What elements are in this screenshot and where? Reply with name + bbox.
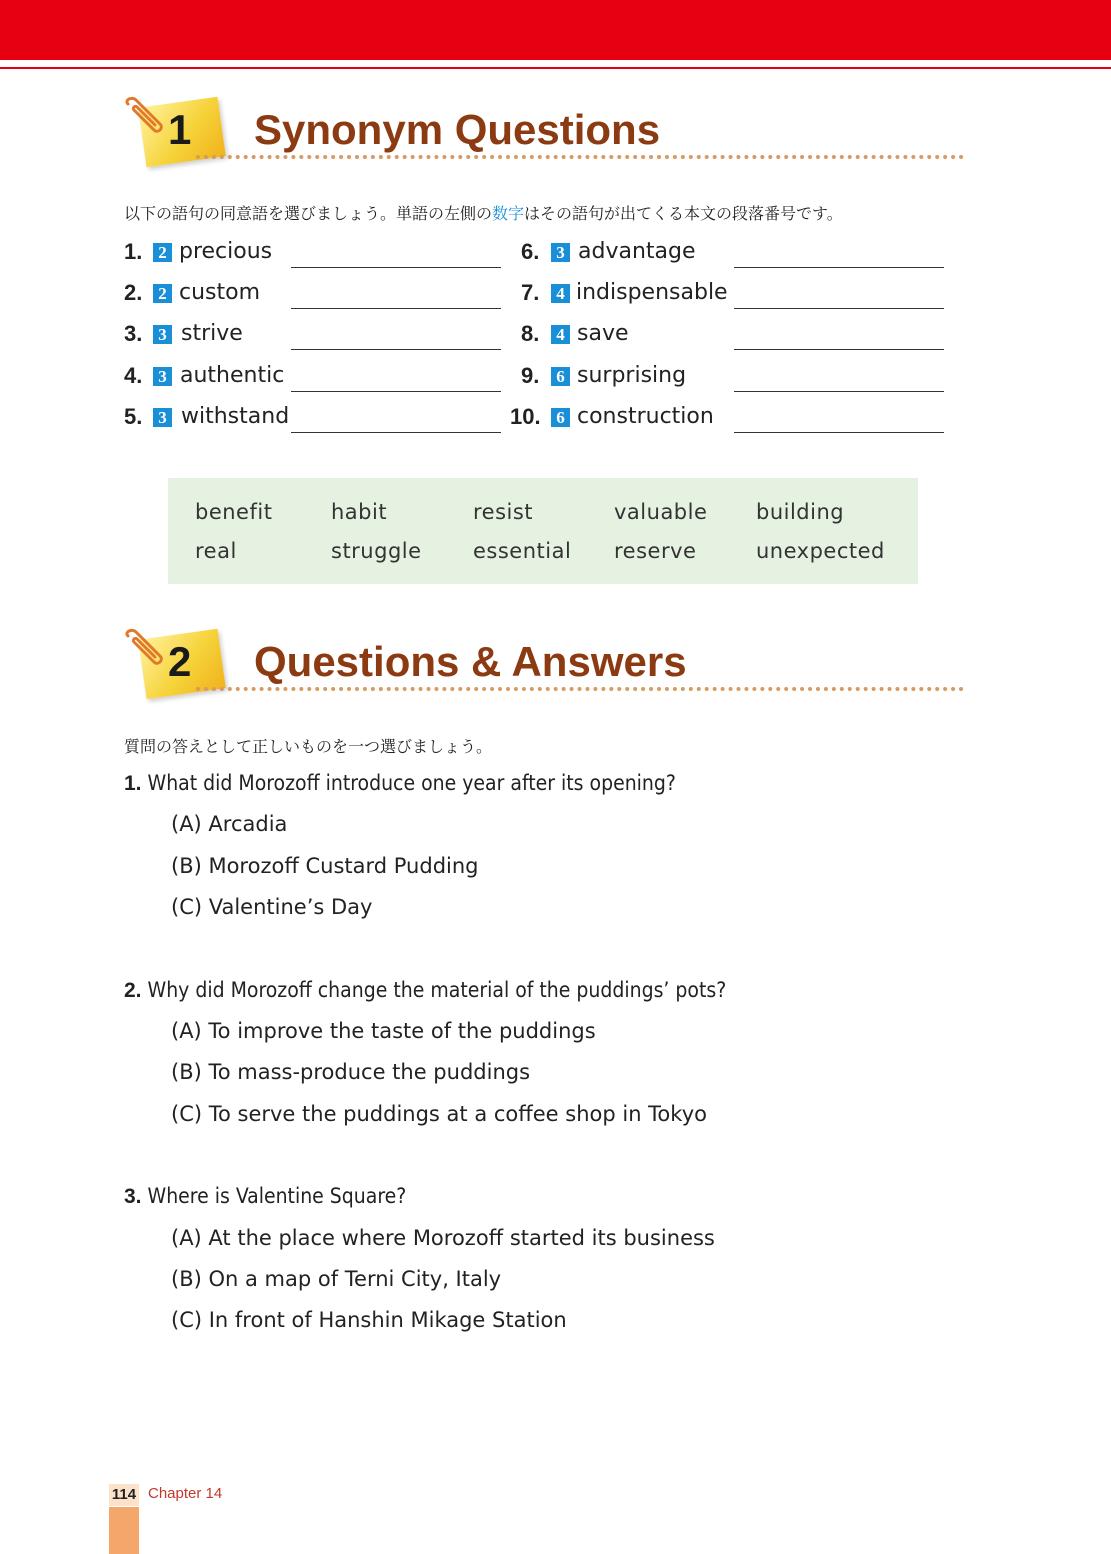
answer-option[interactable]: (A) Arcadia — [171, 812, 288, 836]
synonym-item — [510, 363, 950, 395]
item-number: 7. — [521, 280, 540, 305]
paragraph-badge: 2 — [153, 243, 172, 262]
instruction-text: はその語句が出てくる本文の段落番号です。 — [524, 204, 843, 223]
instruction-highlight: 数字 — [492, 204, 525, 223]
question-text: What did Morozoff introduce one year after its opening? — [147, 771, 676, 795]
instruction-text: 以下の語句の同意語を選びましょう。単語の左側の — [124, 204, 493, 223]
word-bank-item: benefit — [195, 500, 273, 524]
word-bank-item: resist — [473, 500, 534, 524]
paragraph-badge: 2 — [153, 284, 172, 303]
word-bank-item: building — [756, 500, 845, 524]
item-number: 9. — [521, 363, 540, 388]
page-number: 114 — [109, 1484, 139, 1506]
answer-blank[interactable] — [291, 432, 501, 433]
synonym-item — [124, 363, 504, 395]
section1-instruction — [124, 201, 843, 224]
answer-blank[interactable] — [734, 349, 944, 350]
question — [124, 1184, 406, 1209]
item-number: 1. — [124, 239, 143, 264]
item-word: withstand — [181, 404, 290, 429]
answer-option[interactable]: (A) At the place where Morozoff started its business — [171, 1226, 715, 1250]
synonym-item — [124, 404, 504, 436]
word-bank-item: valuable — [614, 500, 708, 524]
answer-blank[interactable] — [291, 349, 501, 350]
word-bank-item: struggle — [331, 539, 422, 563]
section-title: Questions & Answers — [254, 638, 687, 685]
question — [124, 771, 676, 796]
word-bank-item: real — [195, 539, 237, 563]
answer-option[interactable]: (C) Valentine’s Day — [171, 895, 373, 919]
dotted-rule — [196, 687, 964, 691]
answer-blank[interactable] — [291, 308, 501, 309]
synonym-item — [510, 321, 950, 353]
answer-option[interactable]: (C) To serve the puddings at a coffee shop in Tokyo — [171, 1102, 707, 1126]
item-number: 8. — [521, 321, 540, 346]
page-tab — [109, 1507, 139, 1554]
answer-option[interactable]: (A) To improve the taste of the puddings — [171, 1019, 596, 1043]
header-bar — [0, 0, 1111, 60]
dotted-rule — [196, 155, 964, 159]
answer-option[interactable]: (B) Morozoff Custard Pudding — [171, 854, 479, 878]
item-word: indispensable — [576, 280, 728, 305]
item-word: save — [577, 321, 629, 346]
paragraph-badge: 3 — [153, 325, 172, 344]
paragraph-badge: 6 — [551, 408, 570, 427]
question-number: 2. — [124, 979, 142, 1002]
question-number: 3. — [124, 1185, 142, 1208]
item-number: 2. — [124, 280, 143, 305]
item-word: precious — [179, 239, 273, 264]
section-title: Synonym Questions — [254, 106, 661, 153]
section2-header — [120, 628, 970, 708]
answer-blank[interactable] — [734, 432, 944, 433]
paperclip-icon — [122, 628, 168, 668]
synonym-item — [510, 239, 950, 271]
synonym-item — [510, 280, 950, 312]
synonym-item — [124, 280, 504, 312]
item-number: 5. — [124, 404, 143, 429]
paragraph-badge: 3 — [153, 408, 172, 427]
item-number: 3. — [124, 321, 143, 346]
header-rule — [0, 67, 1111, 69]
word-bank — [168, 478, 918, 584]
paragraph-badge: 3 — [551, 243, 570, 262]
answer-blank[interactable] — [734, 267, 944, 268]
paperclip-icon — [122, 96, 168, 136]
answer-blank[interactable] — [291, 391, 501, 392]
item-number: 6. — [521, 239, 540, 264]
item-word: construction — [577, 404, 714, 429]
answer-blank[interactable] — [734, 308, 944, 309]
section1-header — [120, 96, 970, 176]
answer-blank[interactable] — [291, 267, 501, 268]
question-number: 1. — [124, 772, 142, 795]
question-text: Why did Morozoff change the material of the puddings’ pots? — [147, 978, 727, 1002]
paragraph-badge: 3 — [153, 367, 172, 386]
section-number: 2 — [168, 638, 192, 685]
paragraph-badge: 4 — [551, 325, 570, 344]
word-bank-item: reserve — [614, 539, 697, 563]
synonym-item — [124, 321, 504, 353]
item-number: 4. — [124, 363, 143, 388]
item-word: custom — [179, 280, 261, 305]
answer-option[interactable]: (C) In front of Hanshin Mikage Station — [171, 1308, 567, 1332]
synonym-item — [124, 239, 504, 271]
question-text: Where is Valentine Square? — [147, 1184, 407, 1208]
item-word: authentic — [180, 363, 285, 388]
section2-instruction: 質問の答えとして正しいものを一つ選びましょう。 — [124, 737, 493, 756]
chapter-label: Chapter 14 — [148, 1485, 223, 1502]
question — [124, 978, 726, 1003]
answer-blank[interactable] — [734, 391, 944, 392]
word-bank-item: unexpected — [756, 539, 885, 563]
paragraph-badge: 4 — [551, 284, 570, 303]
item-number: 10. — [510, 404, 541, 429]
item-word: strive — [181, 321, 243, 346]
item-word: surprising — [577, 363, 687, 388]
paragraph-badge: 6 — [551, 367, 570, 386]
answer-option[interactable]: (B) To mass-produce the puddings — [171, 1060, 531, 1084]
item-word: advantage — [578, 239, 696, 264]
word-bank-item: habit — [331, 500, 388, 524]
synonym-item — [510, 404, 950, 436]
word-bank-item: essential — [473, 539, 572, 563]
answer-option[interactable]: (B) On a map of Terni City, Italy — [171, 1267, 502, 1291]
section-number: 1 — [168, 106, 192, 153]
